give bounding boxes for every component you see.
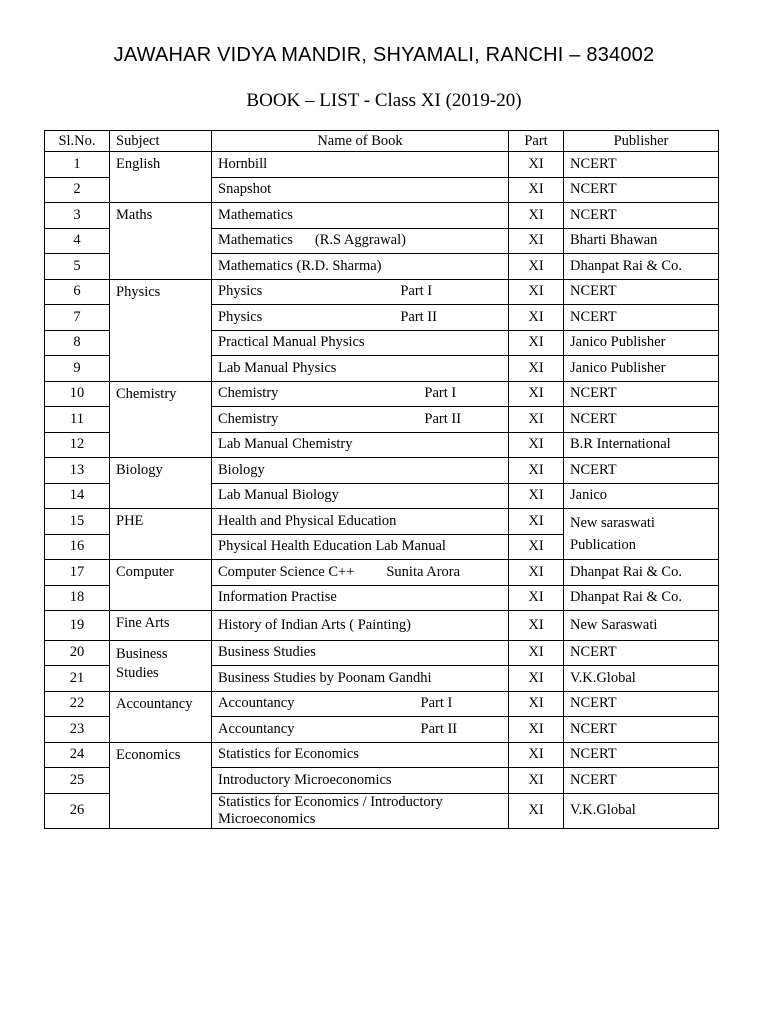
book-title: Information Practise — [218, 589, 337, 606]
cell-publisher: Bharti Bhawan — [564, 228, 719, 254]
book-list-title: BOOK – LIST - Class XI (2019-20) — [246, 90, 522, 111]
cell-slno: 15 — [45, 509, 110, 535]
book-title: Lab Manual Physics — [218, 359, 337, 376]
cell-book-name — [212, 381, 509, 407]
book-part-note: Part I — [424, 385, 457, 402]
cell-publisher: Dhanpat Rai & Co. — [564, 254, 719, 280]
cell-book-name — [212, 330, 509, 356]
cell-book-name — [212, 509, 509, 535]
cell-part: XI — [509, 305, 564, 331]
cell-subject: Maths — [110, 203, 212, 280]
cell-part: XI — [509, 279, 564, 305]
book-title: Accountancy — [218, 720, 295, 737]
table-row — [45, 152, 719, 178]
cell-book-name — [212, 407, 509, 433]
cell-slno: 19 — [45, 611, 110, 641]
cell-part: XI — [509, 509, 564, 535]
cell-book-name — [212, 793, 509, 828]
cell-slno: 14 — [45, 483, 110, 509]
cell-slno: 7 — [45, 305, 110, 331]
cell-slno: 18 — [45, 585, 110, 611]
cell-publisher: NCERT — [564, 640, 719, 666]
book-part-note: Sunita Arora — [386, 563, 461, 580]
table-row — [45, 611, 719, 641]
cell-publisher: New Saraswati — [564, 611, 719, 641]
cell-publisher: NCERT — [564, 742, 719, 768]
cell-part: XI — [509, 742, 564, 768]
cell-publisher: NCERT — [564, 305, 719, 331]
cell-slno: 17 — [45, 560, 110, 586]
cell-part: XI — [509, 560, 564, 586]
cell-part: XI — [509, 793, 564, 828]
cell-book-name — [212, 640, 509, 666]
cell-part: XI — [509, 228, 564, 254]
book-title: Computer Science C++ — [218, 563, 355, 580]
cell-part: XI — [509, 640, 564, 666]
book-part-note: Part II — [424, 410, 462, 427]
table-row — [45, 509, 719, 535]
cell-part: XI — [509, 458, 564, 484]
cell-slno: 24 — [45, 742, 110, 768]
cell-publisher: NCERT — [564, 768, 719, 794]
cell-subject: Business Studies — [110, 640, 212, 691]
cell-slno: 4 — [45, 228, 110, 254]
cell-book-name — [212, 356, 509, 382]
book-title: Business Studies by Poonam Gandhi — [218, 669, 432, 686]
table-row — [45, 203, 719, 229]
book-title: Hornbill — [218, 155, 268, 172]
cell-book-name — [212, 152, 509, 178]
cell-subject: Biology — [110, 458, 212, 509]
cell-slno: 3 — [45, 203, 110, 229]
cell-publisher: Janico Publisher — [564, 356, 719, 382]
book-title: Snapshot — [218, 181, 272, 198]
book-title: Mathematics (R.D. Sharma) — [218, 257, 382, 274]
cell-publisher: V.K.Global — [564, 793, 719, 828]
book-title: Chemistry — [218, 410, 279, 427]
cell-part: XI — [509, 432, 564, 458]
cell-part: XI — [509, 666, 564, 692]
cell-part: XI — [509, 254, 564, 280]
book-title: Lab Manual Biology — [218, 487, 339, 504]
col-header-book: Name of Book — [212, 131, 509, 152]
book-part-note: (R.S Aggrawal) — [314, 232, 406, 249]
cell-subject: Accountancy — [110, 691, 212, 742]
book-title: Mathematics — [218, 232, 293, 249]
book-title: Business Studies — [218, 644, 316, 661]
cell-subject: Chemistry — [110, 381, 212, 458]
cell-book-name — [212, 432, 509, 458]
cell-subject: PHE — [110, 509, 212, 560]
table-row — [45, 458, 719, 484]
cell-part: XI — [509, 768, 564, 794]
cell-publisher: NCERT — [564, 177, 719, 203]
cell-subject: Physics — [110, 279, 212, 381]
cell-book-name — [212, 203, 509, 229]
cell-slno: 20 — [45, 640, 110, 666]
cell-publisher: Janico — [564, 483, 719, 509]
table-row — [45, 742, 719, 768]
cell-publisher: NCERT — [564, 691, 719, 717]
book-title: Mathematics — [218, 206, 293, 223]
cell-book-name — [212, 742, 509, 768]
book-part-note: Part II — [420, 720, 458, 737]
cell-publisher: B.R International — [564, 432, 719, 458]
table-body — [45, 152, 719, 829]
cell-publisher: NCERT — [564, 458, 719, 484]
cell-publisher: Dhanpat Rai & Co. — [564, 585, 719, 611]
book-title: Physical Health Education Lab Manual — [218, 538, 446, 555]
cell-book-name — [212, 254, 509, 280]
book-title: Physics — [218, 308, 263, 325]
cell-book-name — [212, 717, 509, 743]
book-part-note: Part I — [420, 695, 453, 712]
col-header-subject: Subject — [110, 131, 212, 152]
cell-slno: 11 — [45, 407, 110, 433]
cell-slno: 12 — [45, 432, 110, 458]
book-title: History of Indian Arts ( Painting) — [218, 616, 411, 633]
cell-slno: 22 — [45, 691, 110, 717]
book-part-note: Part I — [400, 283, 433, 300]
cell-publisher: NCERT — [564, 203, 719, 229]
cell-part: XI — [509, 534, 564, 560]
book-title: Biology — [218, 461, 265, 478]
cell-slno: 2 — [45, 177, 110, 203]
cell-part: XI — [509, 717, 564, 743]
cell-slno: 5 — [45, 254, 110, 280]
book-title: Physics — [218, 283, 263, 300]
book-title: Introductory Microeconomics — [218, 771, 392, 788]
cell-book-name — [212, 611, 509, 641]
cell-book-name — [212, 691, 509, 717]
cell-publisher: NCERT — [564, 717, 719, 743]
cell-book-name — [212, 768, 509, 794]
cell-slno: 21 — [45, 666, 110, 692]
cell-publisher: NCERT — [564, 279, 719, 305]
cell-slno: 6 — [45, 279, 110, 305]
cell-slno: 25 — [45, 768, 110, 794]
cell-book-name — [212, 666, 509, 692]
cell-book-name — [212, 560, 509, 586]
cell-book-name — [212, 228, 509, 254]
table-row — [45, 691, 719, 717]
book-title: Statistics for Economics — [218, 746, 359, 763]
school-title: JAWAHAR VIDYA MANDIR, SHYAMALI, RANCHI – 834002 — [113, 44, 655, 66]
cell-book-name — [212, 534, 509, 560]
cell-part: XI — [509, 611, 564, 641]
cell-slno: 1 — [45, 152, 110, 178]
cell-book-name — [212, 458, 509, 484]
cell-part: XI — [509, 407, 564, 433]
book-title: Lab Manual Chemistry — [218, 436, 353, 453]
book-list-table — [44, 130, 719, 829]
cell-slno: 16 — [45, 534, 110, 560]
cell-publisher: V.K.Global — [564, 666, 719, 692]
cell-part: XI — [509, 483, 564, 509]
cell-book-name — [212, 305, 509, 331]
book-title: Chemistry — [218, 385, 279, 402]
book-title: Practical Manual Physics — [218, 334, 365, 351]
col-header-publisher: Publisher — [564, 131, 719, 152]
col-header-part: Part — [509, 131, 564, 152]
cell-part: XI — [509, 585, 564, 611]
cell-publisher: NCERT — [564, 381, 719, 407]
cell-slno: 23 — [45, 717, 110, 743]
table-row — [45, 560, 719, 586]
col-header-slno: Sl.No. — [45, 131, 110, 152]
cell-part: XI — [509, 330, 564, 356]
book-part-note: Part II — [400, 308, 437, 325]
cell-part: XI — [509, 152, 564, 178]
book-title: Statistics for Economics / Introductory Microeconomics — [218, 793, 443, 827]
cell-part: XI — [509, 381, 564, 407]
cell-subject: Computer — [110, 560, 212, 611]
cell-part: XI — [509, 177, 564, 203]
cell-subject: Economics — [110, 742, 212, 828]
cell-publisher: Dhanpat Rai & Co. — [564, 560, 719, 586]
cell-publisher: NCERT — [564, 152, 719, 178]
table-header-row — [45, 131, 719, 152]
cell-subject: Fine Arts — [110, 611, 212, 641]
cell-book-name — [212, 483, 509, 509]
cell-part: XI — [509, 203, 564, 229]
cell-slno: 13 — [45, 458, 110, 484]
table-row — [45, 640, 719, 666]
cell-book-name — [212, 585, 509, 611]
cell-publisher: New saraswati Publication — [564, 509, 719, 560]
book-title: Health and Physical Education — [218, 512, 397, 529]
cell-book-name — [212, 177, 509, 203]
cell-slno: 8 — [45, 330, 110, 356]
cell-slno: 9 — [45, 356, 110, 382]
cell-part: XI — [509, 691, 564, 717]
book-title: Accountancy — [218, 695, 295, 712]
cell-subject: English — [110, 152, 212, 203]
cell-publisher: NCERT — [564, 407, 719, 433]
cell-slno: 26 — [45, 793, 110, 828]
cell-slno: 10 — [45, 381, 110, 407]
table-row — [45, 381, 719, 407]
cell-part: XI — [509, 356, 564, 382]
table-row — [45, 279, 719, 305]
cell-book-name — [212, 279, 509, 305]
cell-publisher: Janico Publisher — [564, 330, 719, 356]
